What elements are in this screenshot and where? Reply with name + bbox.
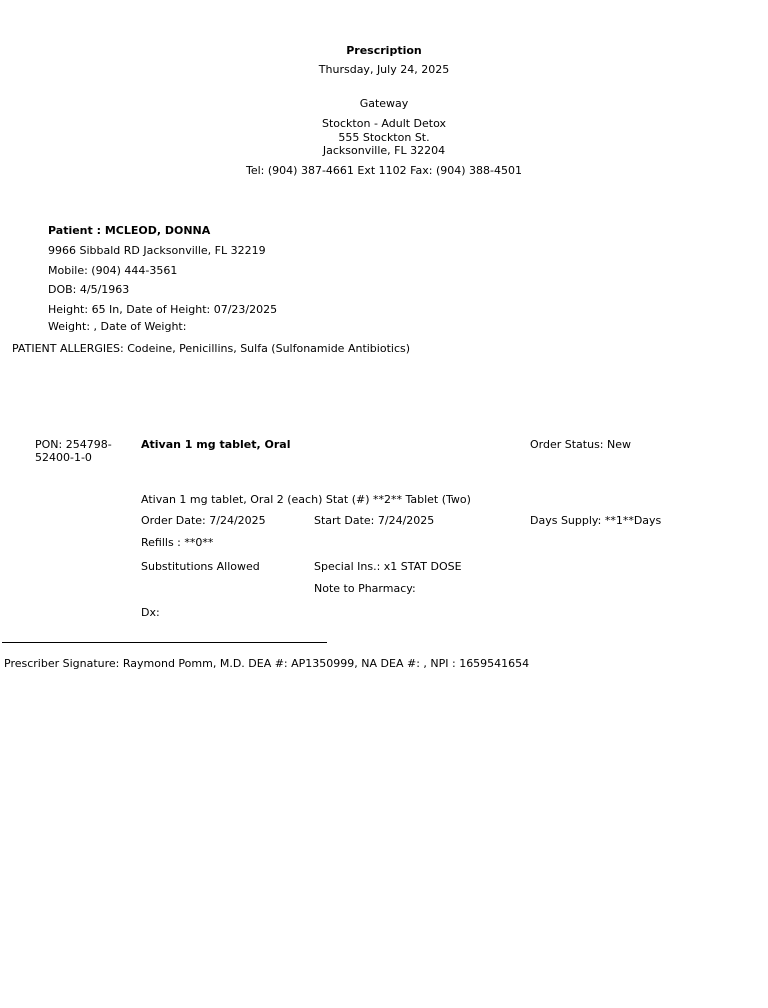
organization-name: Gateway bbox=[359, 97, 409, 110]
patient-allergies: PATIENT ALLERGIES: Codeine, Penicillins, Sulfa (Sulfonamide Antibiotics) bbox=[12, 342, 411, 355]
document-date: Thursday, July 24, 2025 bbox=[318, 63, 450, 76]
prescriber-signature: Prescriber Signature: Raymond Pomm, M.D. DEA #: AP1350999, NA DEA #: , NPI : 1659541654 bbox=[4, 657, 530, 670]
facility-name: Stockton - Adult Detox bbox=[321, 117, 447, 130]
patient-height: Height: 65 In, Date of Height: 07/23/2025 bbox=[48, 303, 278, 316]
order-start-date: Start Date: 7/24/2025 bbox=[314, 514, 435, 527]
order-drug-name: Ativan 1 mg tablet, Oral bbox=[141, 438, 291, 451]
order-days-supply: Days Supply: **1**Days bbox=[530, 514, 662, 527]
patient-dob: DOB: 4/5/1963 bbox=[48, 283, 130, 296]
facility-address-line1: 555 Stockton St. bbox=[338, 131, 430, 144]
order-pon-line1: PON: 254798- bbox=[35, 438, 112, 451]
signature-line bbox=[2, 642, 327, 643]
order-status: Order Status: New bbox=[530, 438, 632, 451]
order-note-to-pharmacy: Note to Pharmacy: bbox=[314, 582, 416, 595]
order-date: Order Date: 7/24/2025 bbox=[141, 514, 266, 527]
patient-address: 9966 Sibbald RD Jacksonville, FL 32219 bbox=[48, 244, 266, 257]
order-dx: Dx: bbox=[141, 606, 160, 619]
document-title: Prescription bbox=[346, 44, 422, 57]
facility-address-line2: Jacksonville, FL 32204 bbox=[322, 144, 446, 157]
order-substitutions: Substitutions Allowed bbox=[141, 560, 260, 573]
order-special-instructions: Special Ins.: x1 STAT DOSE bbox=[314, 560, 462, 573]
patient-mobile: Mobile: (904) 444-3561 bbox=[48, 264, 178, 277]
order-refills: Refills : **0** bbox=[141, 536, 214, 549]
facility-contact: Tel: (904) 387-4661 Ext 1102 Fax: (904) 388-4501 bbox=[246, 164, 522, 177]
patient-weight: Weight: , Date of Weight: bbox=[48, 320, 187, 333]
order-pon-line2: 52400-1-0 bbox=[35, 451, 92, 464]
patient-name: Patient : MCLEOD, DONNA bbox=[48, 224, 211, 237]
order-sig: Ativan 1 mg tablet, Oral 2 (each) Stat (#) **2** Tablet (Two) bbox=[141, 493, 471, 506]
